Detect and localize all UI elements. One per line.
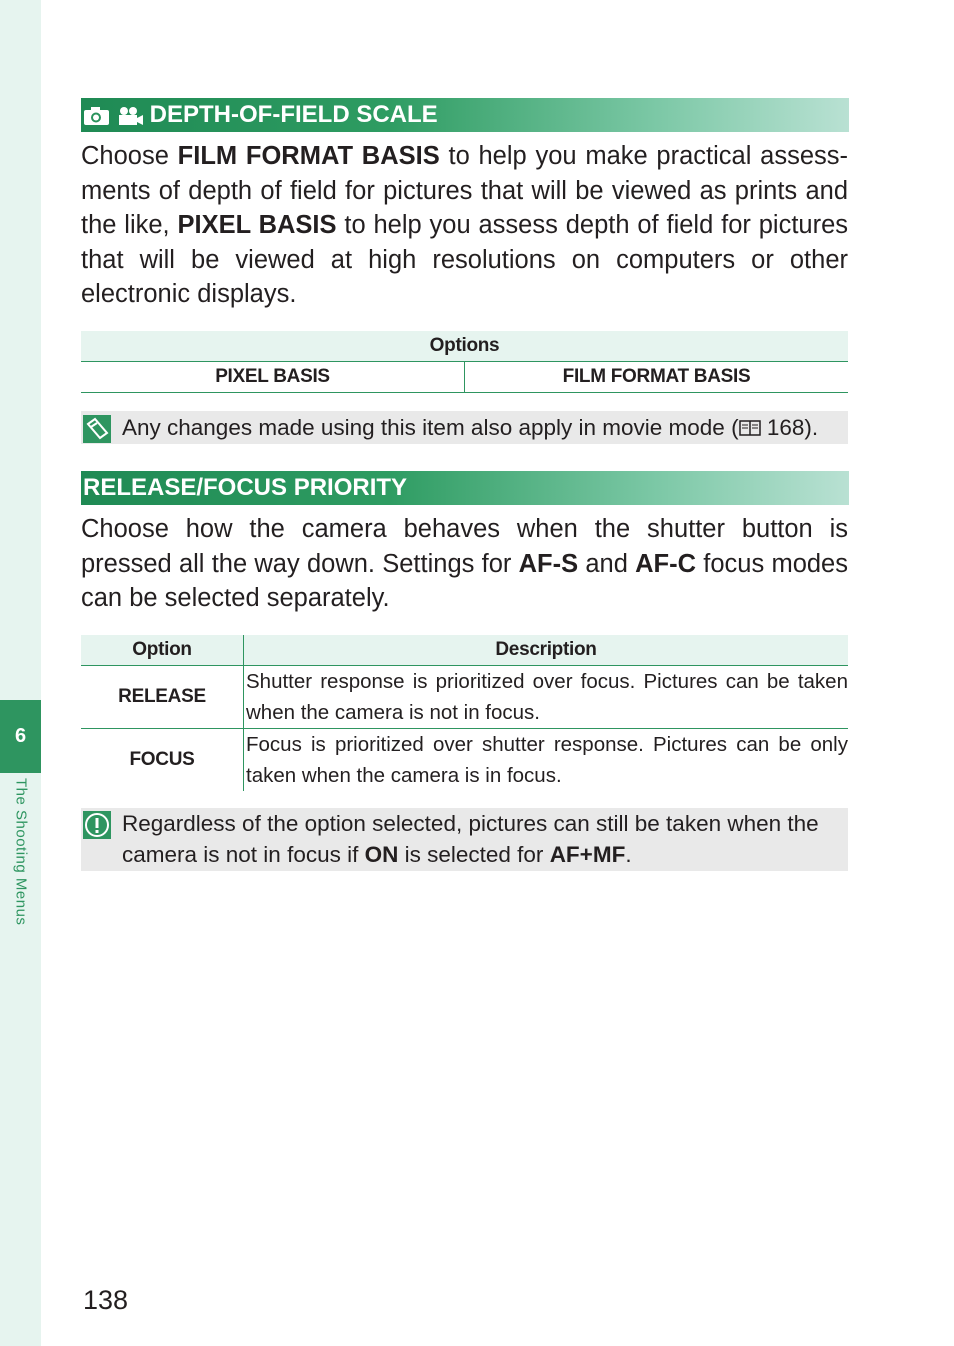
caution-icon (83, 811, 111, 839)
option-release: RELEASE (81, 666, 244, 729)
paragraph-text: and (578, 549, 636, 578)
caution-text (122, 808, 844, 870)
movie-icon (117, 106, 144, 126)
note-text (122, 412, 844, 443)
release-focus-table (81, 635, 848, 791)
on-term: ON (364, 842, 399, 867)
option-film-format-basis: FILM FORMAT BASIS (465, 362, 849, 393)
section-paragraph (81, 512, 848, 616)
pixel-basis-term: PIXEL BASIS (177, 211, 337, 239)
section-title: RELEASE/FOCUS PRIORITY (83, 474, 408, 501)
af-mf-term: AF+MF (549, 842, 626, 867)
column-header-option: Option (81, 635, 244, 666)
option-description: Focus is prioritized over shutter response. Pictures can be only taken when the camera is in focus. (244, 729, 849, 792)
section-title: DEPTH-OF-FIELD SCALE (149, 101, 438, 128)
caution-text-part: Regardless of the option selected, pictures can still be taken when the camera is not in focus if (122, 811, 819, 867)
paragraph-text: to help you assess depth of field for pictures that will be viewed at high resolutions on computers or other electronic displays. (81, 211, 849, 308)
caution-text-part: . (625, 842, 632, 867)
side-strip (0, 0, 41, 1346)
note-pencil-icon (83, 415, 111, 443)
option-focus: FOCUS (81, 729, 244, 792)
chapter-tab (0, 700, 41, 773)
af-c-term: AF-C (635, 549, 697, 578)
af-s-term: AF-S (518, 549, 579, 578)
page-number: 138 (83, 1285, 129, 1315)
note-box (81, 411, 848, 444)
table-row (81, 666, 848, 729)
chapter-label: The Shooting Menus (12, 778, 30, 926)
chapter-number: 6 (14, 725, 27, 747)
caution-box (81, 808, 848, 871)
table-row (81, 729, 848, 792)
section-paragraph (81, 139, 848, 312)
caution-text-part: is selected for (398, 842, 550, 867)
film-format-basis-term: FILM FORMAT BASIS (177, 142, 440, 170)
option-description: Shutter response is prioritized over focus. Pictures can be taken when the camera is not in focus. (244, 666, 849, 729)
options-table (81, 331, 848, 393)
column-header-description: Description (244, 635, 849, 666)
section-header-depth-of-field (81, 98, 849, 132)
camera-icon (83, 106, 110, 126)
paragraph-text: Choose how the camera behaves when the shutter button is pressed all the way down. Settings for (81, 515, 848, 578)
note-page-ref: 168). (760, 415, 819, 440)
paragraph-text: focus modes can be selected separately. (81, 549, 848, 612)
paragraph-text: to help you make practical assessments of depth of field for pictures that will be viewed as prints and the like, (81, 142, 848, 239)
note-text-part: Any changes made using this item also apply in movie mode ( (122, 415, 739, 440)
book-icon (739, 419, 761, 437)
option-pixel-basis: PIXEL BASIS (81, 362, 465, 393)
paragraph-text: Choose (81, 142, 178, 170)
table-header: Options (81, 331, 848, 362)
section-header-release-focus-priority (81, 471, 849, 505)
